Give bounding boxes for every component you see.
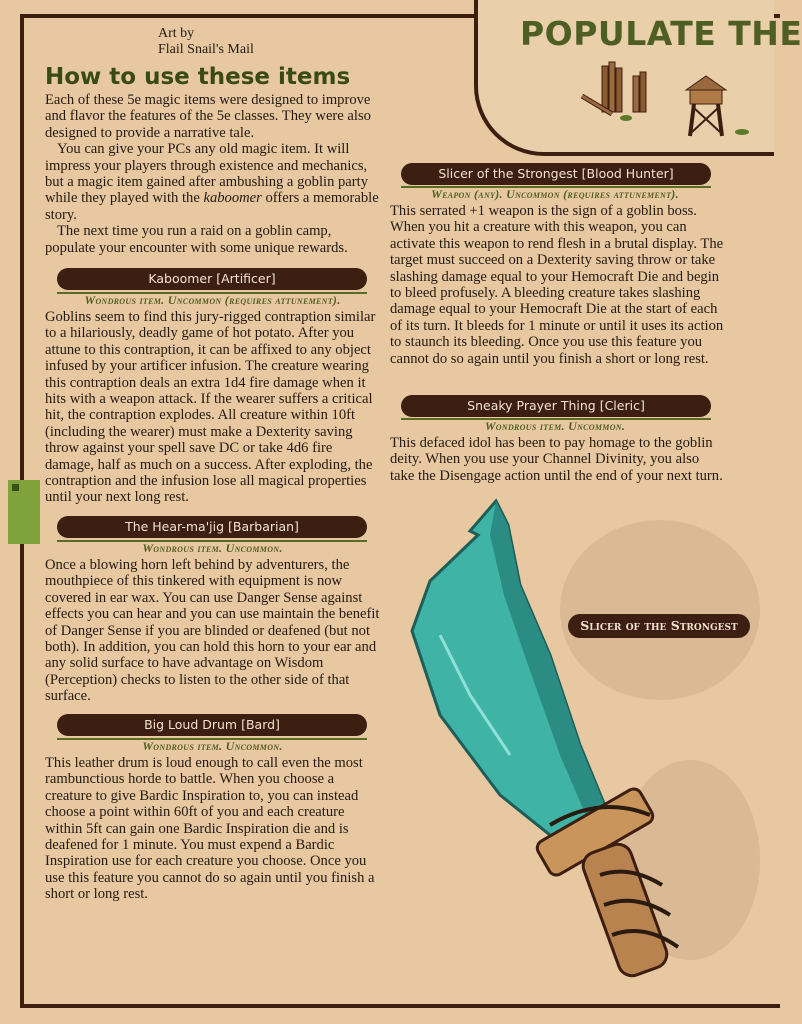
sword-blade-icon xyxy=(412,501,608,843)
credit-line: Art by xyxy=(158,26,195,41)
paragraph: The next time you run a raid on a goblin camp, populate your encounter with some unique rewards. xyxy=(45,223,348,256)
watchtower-icon xyxy=(686,76,749,136)
intro-text xyxy=(45,92,380,256)
item-type: Wondrous item. Uncommon. xyxy=(142,739,283,753)
page-title: POPULATE THE xyxy=(520,14,802,53)
item-header-kaboomer: Kaboomer [Artificer] xyxy=(57,268,367,290)
item-type: Weapon (any). Uncommon (requires attunement). xyxy=(431,187,679,201)
item-description: This leather drum is loud enough to call even the most rambunctious horde to battle. When you choose a creature to give Bardic Inspiration to, you can instead choose a point within 60ft of you and each creature within 5ft can gain one Bardic Inspiration die and is deafened for 1 minute. You must expend a Bardic Inspiration use for each creature you choose. Once you use this feature you cannot do so again until you finish a short or long rest. xyxy=(45,755,375,903)
item-description: This serrated +1 weapon is the sign of a goblin boss. When you hit a creature with this weapon, you can activate this weapon to rend flesh in a brutal display. The target must succeed on a Dexterity saving throw or take slashing damage equal to your Hemocraft Die and begin to bleed profusely. A bleeding creature takes slashing damage equal to your Hemocraft Die at the start of each of its turn. It bleeds for 1 minute or until it uses its action to staunch its bleeding. Once you use this feature you cannot do so again until you finish a short or long rest. xyxy=(390,203,724,367)
art-credit xyxy=(158,26,254,58)
item-type: Wondrous item. Uncommon. xyxy=(484,419,626,433)
italic-term: kaboomer xyxy=(203,190,262,207)
item-description: Once a blowing horn left behind by adventurers, the mouthpiece of this tinkered with equipment is now covered in ear wax. You can use Danger Sense against effects you can hear and you can use maintain the benefit of Danger Sense if you are blinded or deafened (but not both). In addition, you can hold this horn to your ear and any solid surface to have advantage on Wisdom (Perception) checks to listen to the other side of that surface. xyxy=(45,557,380,705)
item-type: Wondrous item. Uncommon (requires attunement). xyxy=(84,293,341,307)
section-heading: How to use these items xyxy=(45,64,351,90)
item-type: Wondrous item. Uncommon. xyxy=(142,541,283,555)
item-header-hearmajig: The Hear-ma'jig [Barbarian] xyxy=(57,516,367,538)
item-description: Goblins seem to find this jury-rigged contraption similar to a hilariously, deadly game of hot potato. After you attune to this contraption, it can be affixed to any object infused by your artificer infusion. The creature wearing this contraption deals an extra 1d4 fire damage when it hits with a weapon attack. If the wearer suffers a critical hit, the contraption explodes. All creature within 10ft (including the wearer) must make a Dexterity saving throw against your spell save DC or take 4d6 fire damage, half as much on a success. After exploding, the contraption and the infusion lose all magical properties until your next long rest. xyxy=(45,309,376,506)
palisade-icon xyxy=(582,62,646,121)
item-header-drum: Big Loud Drum [Bard] xyxy=(57,714,367,736)
text-span: offers a memorable story. xyxy=(45,190,379,223)
item-header-slicer: Slicer of the Strongest [Blood Hunter] xyxy=(401,163,711,185)
credit-line: Flail Snail's Mail xyxy=(158,42,254,57)
text-span: You can give your PCs any old magic item. It will impress your players through existence and mechanics, but a magic item gained after ambushing a goblin party while they played with the xyxy=(45,141,368,207)
slicer-sword-illustration xyxy=(400,495,720,995)
paragraph xyxy=(45,141,380,223)
illustration-caption: Slicer of the Strongest xyxy=(568,614,750,638)
goblin-camp-illustration xyxy=(578,56,768,142)
paragraph: Each of these 5e magic items were designed to improve and flavor the features of the 5e classes. They were also designed to provide a narrative tale. xyxy=(45,92,371,141)
item-description: This defaced idol has been to pay homage to the goblin deity. When you use your Channel Divinity, you also take the Disengage action until the end of your next turn. xyxy=(390,435,723,484)
side-tab-marker xyxy=(12,484,19,491)
item-header-prayer: Sneaky Prayer Thing [Cleric] xyxy=(401,395,711,417)
